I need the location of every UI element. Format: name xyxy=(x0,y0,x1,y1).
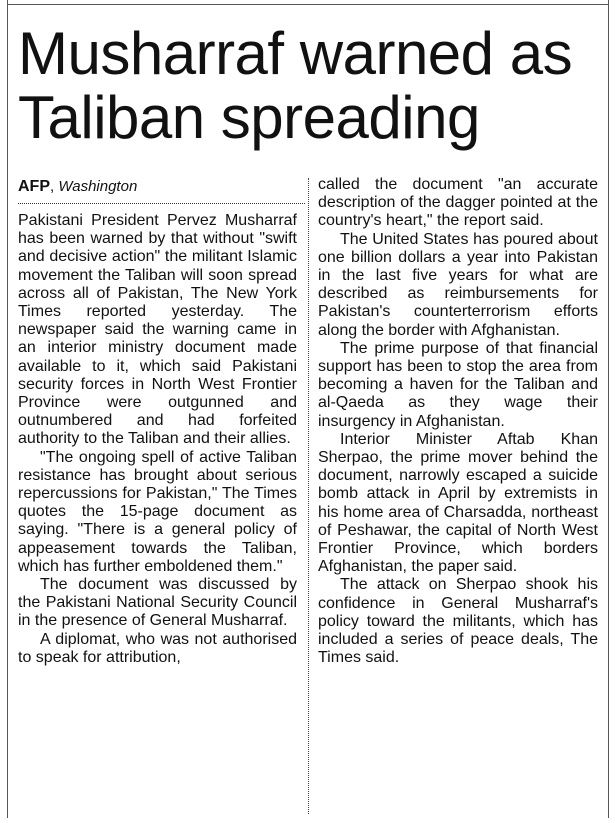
headline xyxy=(18,22,603,150)
paragraph: "The ongoing spell of active Taliban resistance has brought about serious repercussions for Pakistan," The Times quotes the 15-page document as saying. "There is a general policy of appeasement towards the Taliban, which has further emboldened them." xyxy=(18,448,297,575)
top-rule xyxy=(7,4,608,5)
paragraph: The attack on Sherpao shook his confidence in General Musharraf's policy toward the militants, which has included a series of peace deals, The Times said. xyxy=(318,576,598,667)
byline-location: Washington xyxy=(58,178,138,195)
paragraph: called the document "an accurate description of the dagger pointed at the country's heart," the report said. xyxy=(318,176,598,230)
byline-rule xyxy=(18,203,305,204)
headline-line-1: Musharraf warned as xyxy=(18,20,573,87)
article-column-1 xyxy=(18,212,297,667)
paragraph: The prime purpose of that financial support has been to stop the area from becoming a haven for the Taliban and al-Qaeda as they wage their insurgency in Afghanistan. xyxy=(318,339,598,430)
column-divider xyxy=(308,178,309,814)
byline-separator: , xyxy=(50,178,59,195)
paragraph: The document was discussed by the Pakistani National Security Council in the presence of General Musharraf. xyxy=(18,576,297,630)
byline-agency: AFP xyxy=(18,178,50,195)
paragraph: Interior Minister Aftab Khan Sherpao, the prime mover behind the document, narrowly escaped a suicide bomb attack in April by extremists in his home area of Charsadda, northeast of Peshawar, the capital of North West Frontier Province, which borders Afghanistan, the paper said. xyxy=(318,430,598,576)
paragraph: The United States has poured about one billion dollars a year into Pakistan in the last five years for what are described as reimbursements for Pakistan's counterterrorism efforts along the border with Afghanistan. xyxy=(318,230,598,339)
paragraph: A diplomat, who was not authorised to speak for attribution, xyxy=(18,630,297,666)
paragraph: Pakistani President Pervez Musharraf has been warned by that without "swift and decisive action" the militant Islamic movement the Taliban will soon spread across all of Pakistan, The New York Times reported yesterday. The newspaper said the warning came in an interior ministry document made available to it, which said Pakistani security forces in North West Frontier Province were outgunned and outnumbered and had forfeited authority to the Taliban and their allies. xyxy=(18,212,297,448)
headline-line-2: Taliban spreading xyxy=(18,84,480,151)
byline xyxy=(18,178,306,196)
article-column-2 xyxy=(318,176,598,667)
